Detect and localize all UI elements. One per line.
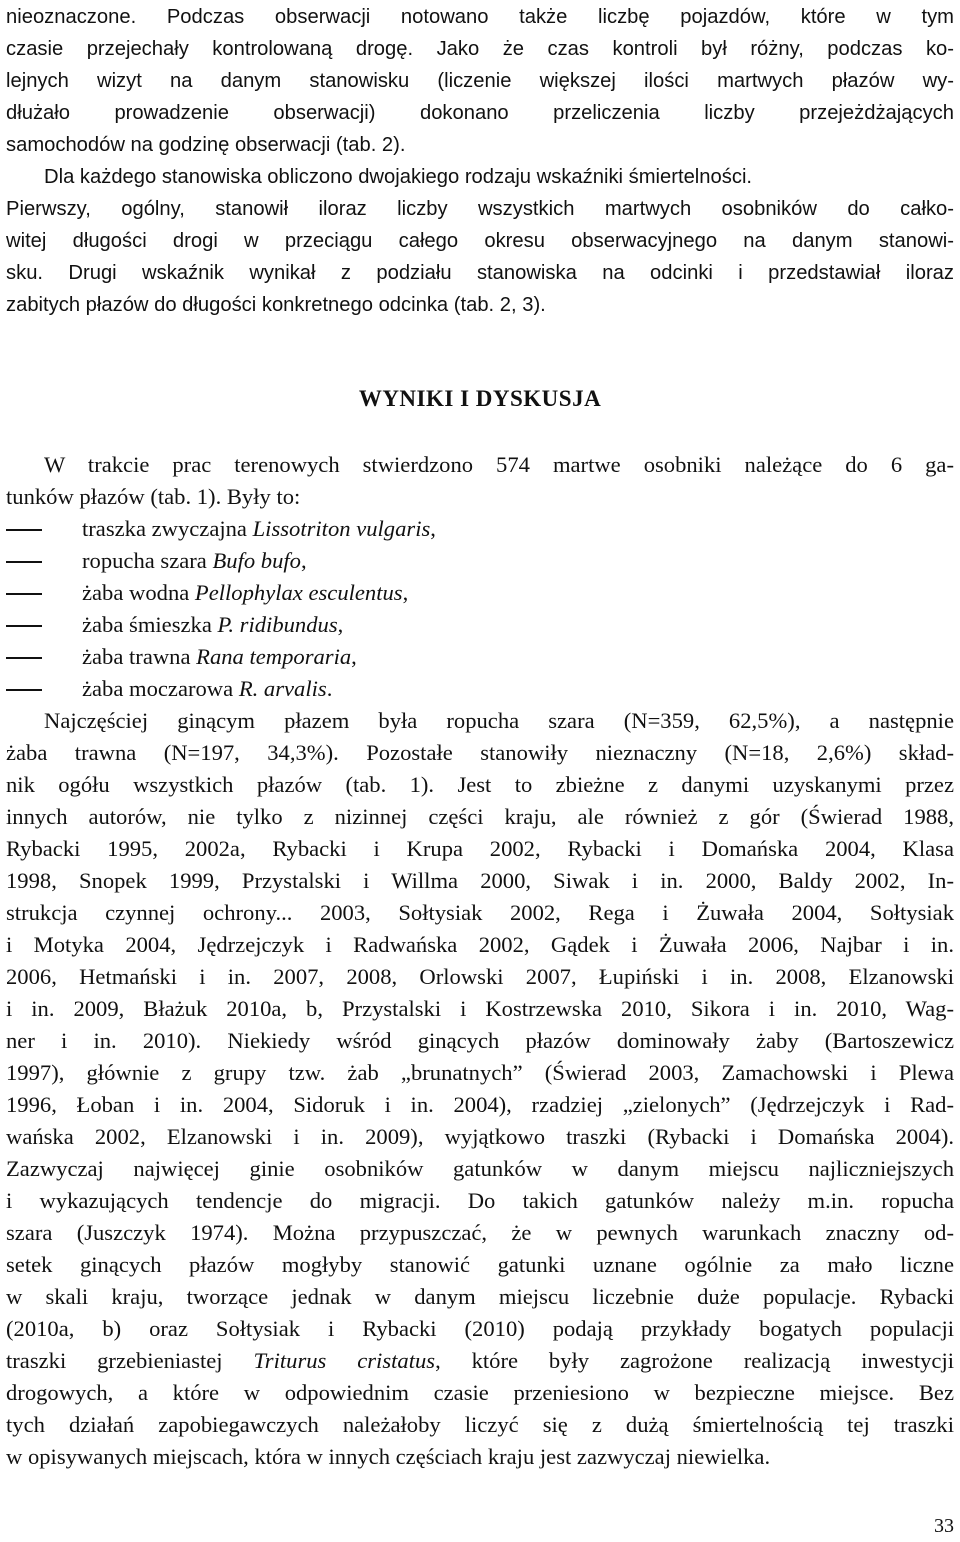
text-line: (2010a, b) oraz Sołtysiak i Rybacki (2010) podają przykłady bogatych populacji [6, 1316, 954, 1341]
text-line: szara (Juszczyk 1974). Można przypuszczać, że w pewnych warunkach znaczny od- [6, 1220, 954, 1245]
text-line: witej długości drogi w przeciągu całego okresu obserwacyjnego na danym stanowi- [6, 230, 954, 252]
text-run: traszki grzebieniastej [6, 1348, 254, 1373]
text-line: i Motyka 2004, Jędrzejczyk i Radwańska 2002, Gądek i Żuwała 2006, Najbar i in. [6, 932, 954, 957]
species-common-name: żaba trawna [82, 644, 197, 669]
text-line: Dla każdego stanowiska obliczono dwojakiego rodzaju wskaźniki śmiertelności. [44, 166, 753, 188]
species-common-name: żaba wodna [82, 580, 195, 605]
text-line: sku. Drugi wskaźnik wynikał z podziału stanowiska na odcinki i przedstawiał iloraz [6, 262, 954, 284]
species-latin-name: Pellophylax esculentus [194, 580, 403, 605]
species-punct: . [326, 676, 333, 701]
list-dash [6, 593, 42, 595]
text-line: czasie przejechały kontrolowaną drogę. Jako że czas kontroli był różny, podczas ko- [6, 38, 954, 60]
text-line: dłużało prowadzenie obserwacji) dokonano przeliczenia liczby przejeżdżających [6, 102, 954, 124]
text-line: Najczęściej ginącym płazem była ropucha szara (N=359, 62,5%), a następnie [44, 708, 954, 733]
text-line: tych działań zapobiegawczych należałoby liczyć się z dużą śmiertelnością tej traszki [6, 1412, 954, 1437]
text-line: drogowych, a które w odpowiednim czasie przeniesiono w bezpieczne miejsce. Bez [6, 1380, 954, 1405]
list-dash [6, 529, 42, 531]
text-line: lejnych wizyt na danym stanowisku (liczenie większej ilości martwych płazów wy- [6, 70, 954, 92]
species-latin-name: P. ridibundus [217, 612, 338, 637]
species-common-name: żaba moczarowa [82, 676, 239, 701]
text-line: i wykazujących tendencje do migracji. Do takich gatunków należy m.in. ropucha [6, 1188, 954, 1213]
text-line: nik ogółu wszystkich płazów (tab. 1). Jest to zbieżne z danymi uzyskanymi przez [6, 772, 954, 797]
species-common-name: żaba śmieszka [82, 612, 218, 637]
text-line: w opisywanych miejscach, która w innych częściach kraju jest zazwyczaj niewielka. [6, 1444, 771, 1469]
species-item [82, 576, 952, 610]
species-punct: , [300, 548, 307, 573]
text-line: i in. 2009, Błażuk 2010a, b, Przystalski i Kostrzewska 2010, Sikora i in. 2010, Wag- [6, 996, 954, 1021]
species-latin-name: Lissotriton vulgaris [252, 516, 431, 541]
species-punct: , [337, 612, 344, 637]
species-latin-name: R. arvalis [238, 676, 327, 701]
text-line: 1997), głównie z grupy tzw. żab „brunatnych” (Świerad 2003, Zamachowski i Plewa [6, 1060, 954, 1085]
text-line: nieoznaczone. Podczas obserwacji notowano także liczbę pojazdów, które w tym [6, 6, 954, 28]
text-line: Rybacki 1995, 2002a, Rybacki i Krupa 2002, Rybacki i Domańska 2004, Klasa [6, 836, 954, 861]
species-punct: , [402, 580, 409, 605]
species-item [82, 672, 952, 706]
text-line: strukcja czynnej ochrony... 2003, Sołtysiak 2002, Rega i Żuwała 2004, Sołtysiak [6, 900, 954, 925]
text-line: ner i in. 2010). Niekiedy wśród ginących płazów dominowały żaby (Bartoszewicz [6, 1028, 954, 1053]
species-latin-name: Rana temporaria [196, 644, 352, 669]
text-run: , które były zagrożone realizacją inwestycji [435, 1348, 955, 1373]
text-line: w skali kraju, tworzące jednak w danym miejscu liczebnie duże populacje. Rybacki [6, 1284, 954, 1309]
list-dash [6, 561, 42, 563]
species-latin-name: Triturus cristatus [253, 1348, 436, 1373]
species-item [82, 608, 952, 642]
species-item [82, 640, 952, 674]
text-line: Pierwszy, ogólny, stanowił iloraz liczby wszystkich martwych osobników do całko- [6, 198, 954, 220]
page-number: 33 [934, 1515, 954, 1537]
text-line: wańska 2002, Elzanowski i in. 2009), wyjątkowo traszki (Rybacki i Domańska 2004). [6, 1124, 954, 1149]
species-punct: , [351, 644, 357, 669]
species-punct: , [430, 516, 436, 541]
text-line: setek ginących płazów mogłyby stanowić gatunki uznane ogólnie za mało liczne [6, 1252, 954, 1277]
list-dash [6, 689, 42, 691]
species-latin-name: Bufo bufo [212, 548, 301, 573]
text-line: 2006, Hetmański i in. 2007, 2008, Orlowski 2007, Łupiński i in. 2008, Elzanowski [6, 964, 954, 989]
list-dash [6, 625, 42, 627]
text-line: W trakcie prac terenowych stwierdzono 574 martwe osobniki należące do 6 ga- [44, 452, 954, 477]
text-line: tunków płazów (tab. 1). Były to: [6, 484, 301, 509]
text-line: Zazwyczaj najwięcej ginie osobników gatunków w danym miejscu najliczniejszych [6, 1156, 954, 1181]
species-common-name: ropucha szara [82, 548, 213, 573]
text-line: 1996, Łoban i in. 2004, Sidoruk i in. 2004), rzadziej „zielonych” (Jędrzejczyk i Rad- [6, 1092, 954, 1117]
text-line: żaba trawna (N=197, 34,3%). Pozostałe stanowiły nieznaczny (N=18, 2,6%) skład- [6, 740, 954, 765]
text-line: samochodów na godzinę obserwacji (tab. 2). [6, 134, 406, 156]
species-item [82, 544, 952, 578]
text-line [6, 1344, 954, 1378]
page [6, 0, 954, 1542]
species-item [82, 512, 952, 546]
list-dash [6, 657, 42, 659]
species-common-name: traszka zwyczajna [82, 516, 253, 541]
text-line: innych autorów, nie tylko z nizinnej części kraju, ale również z gór (Świerad 1988, [6, 804, 954, 829]
section-heading: WYNIKI I DYSKUSJA [358, 386, 602, 411]
text-line: zabitych płazów do długości konkretnego odcinka (tab. 2, 3). [6, 294, 546, 316]
text-line: 1998, Snopek 1999, Przystalski i Willma 2000, Siwak i in. 2000, Baldy 2002, In- [6, 868, 954, 893]
